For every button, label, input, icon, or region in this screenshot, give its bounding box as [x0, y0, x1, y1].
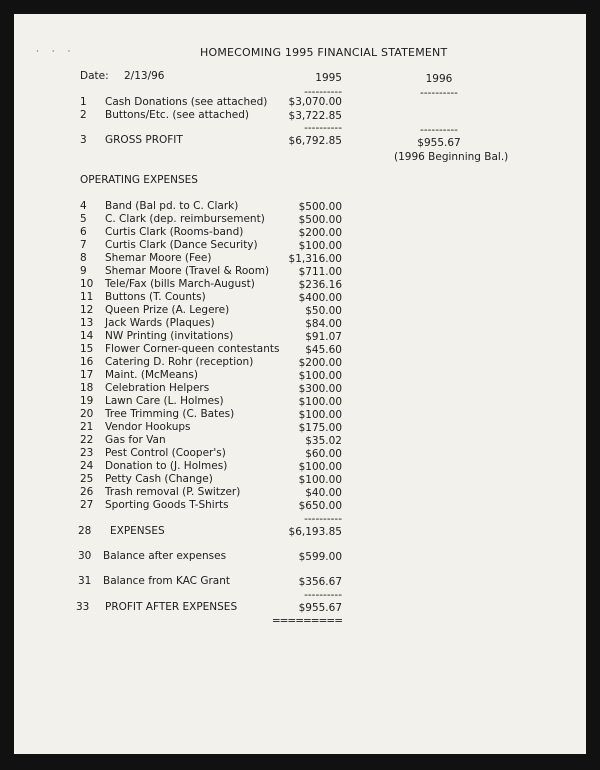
page-title: HOMECOMING 1995 FINANCIAL STATEMENT — [200, 46, 448, 59]
row-label: Tree Trimming (C. Bates) — [105, 408, 235, 420]
row-number: 33 — [76, 601, 90, 613]
row-number: 14 — [80, 330, 94, 342]
row-amount: $3,070.00 — [288, 96, 342, 108]
row-number: 5 — [80, 213, 87, 225]
double-rule: ========= — [271, 615, 342, 627]
row-label: Donation to (J. Holmes) — [105, 460, 228, 472]
row-amount: $40.00 — [305, 487, 342, 499]
row-amount: $35.02 — [305, 435, 342, 447]
rule-1995: ---------- — [304, 122, 342, 134]
expenses-total-label: EXPENSES — [110, 525, 165, 537]
rule-1996: ---------- — [420, 124, 458, 136]
kac-grant-amount: $356.67 — [298, 576, 342, 588]
statement-page — [14, 14, 586, 754]
beginning-balance-note: (1996 Beginning Bal.) — [394, 151, 509, 163]
row-number: 17 — [80, 369, 94, 381]
row-amount: $100.00 — [298, 240, 342, 252]
row-amount: $650.00 — [298, 500, 342, 512]
row-amount: $400.00 — [298, 292, 342, 304]
row-number: 1 — [80, 96, 87, 108]
row-label: Buttons/Etc. (see attached) — [105, 109, 249, 121]
row-label: Shemar Moore (Fee) — [105, 252, 212, 264]
date-value: 2/13/96 — [124, 70, 165, 82]
date-label: Date: — [80, 70, 109, 82]
row-number: 16 — [80, 356, 94, 368]
profit-after-expenses-amount: $955.67 — [298, 602, 342, 614]
row-amount: $60.00 — [305, 448, 342, 460]
row-number: 2 — [80, 109, 87, 121]
row-label: Maint. (McMeans) — [105, 369, 198, 381]
column-header-1995: 1995 — [315, 72, 342, 84]
row-number: 10 — [80, 278, 94, 290]
row-label: NW Printing (invitations) — [105, 330, 234, 342]
row-label: Celebration Helpers — [105, 382, 210, 394]
row-label: Shemar Moore (Travel & Room) — [105, 265, 270, 277]
row-label: Sporting Goods T-Shirts — [105, 499, 229, 511]
row-number: 18 — [80, 382, 94, 394]
row-label: Petty Cash (Change) — [105, 473, 213, 485]
rule-1995: ---------- — [304, 86, 342, 98]
profit-after-expenses-label: PROFIT AFTER EXPENSES — [105, 601, 238, 613]
row-amount: $91.07 — [305, 331, 342, 343]
row-label: Band (Bal pd. to C. Clark) — [105, 200, 239, 212]
row-number: 25 — [80, 473, 94, 485]
row-amount: $100.00 — [298, 461, 342, 473]
row-number: 7 — [80, 239, 87, 251]
row-number: 27 — [80, 499, 94, 511]
row-amount: $84.00 — [305, 318, 342, 330]
row-amount: $200.00 — [298, 357, 342, 369]
row-label: Jack Wards (Plaques) — [105, 317, 215, 329]
row-amount: $1,316.00 — [288, 253, 342, 265]
row-number: 22 — [80, 434, 94, 446]
row-amount: $500.00 — [298, 214, 342, 226]
row-number: 24 — [80, 460, 94, 472]
row-amount: $200.00 — [298, 227, 342, 239]
row-number: 8 — [80, 252, 87, 264]
column-header-1996: 1996 — [425, 73, 453, 85]
scan-specks: · · · — [36, 47, 76, 57]
row-number: 4 — [80, 200, 87, 212]
row-amount: $100.00 — [298, 409, 342, 421]
row-number: 12 — [80, 304, 94, 316]
row-label: Cash Donations (see attached) — [105, 96, 268, 108]
row-amount: $100.00 — [298, 474, 342, 486]
row-amount: $3,722.85 — [288, 110, 342, 122]
row-label: Buttons (T. Counts) — [105, 291, 206, 303]
row-amount: $236.16 — [298, 279, 342, 291]
row-amount: $50.00 — [305, 305, 342, 317]
gross-profit-amount: $6,792.85 — [288, 135, 342, 147]
row-number: 26 — [80, 486, 94, 498]
row-number: 6 — [80, 226, 87, 238]
row-amount: $100.00 — [298, 396, 342, 408]
balance-after-expenses-label: Balance after expenses — [103, 550, 227, 562]
row-number: 20 — [80, 408, 94, 420]
row-number: 30 — [78, 550, 92, 562]
operating-expenses-heading: OPERATING EXPENSES — [80, 174, 198, 186]
row-label: Lawn Care (L. Holmes) — [105, 395, 224, 407]
row-label: Tele/Fax (bills March-August) — [105, 278, 255, 290]
row-amount: $100.00 — [298, 370, 342, 382]
beginning-balance-1996: $955.67 — [417, 137, 461, 149]
row-number: 3 — [80, 134, 87, 146]
row-label: Flower Corner-queen contestants — [105, 343, 280, 355]
row-label: Queen Prize (A. Legere) — [105, 304, 230, 316]
row-label: Curtis Clark (Rooms-band) — [105, 226, 244, 238]
row-number: 23 — [80, 447, 94, 459]
row-label: Curtis Clark (Dance Security) — [105, 239, 258, 251]
row-number: 19 — [80, 395, 94, 407]
row-label: Trash removal (P. Switzer) — [105, 486, 241, 498]
row-label: Gas for Van — [105, 434, 166, 446]
rule-1995: ---------- — [304, 513, 342, 525]
row-label: Vendor Hookups — [105, 421, 191, 433]
balance-after-expenses-amount: $599.00 — [298, 551, 342, 563]
row-number: 15 — [80, 343, 94, 355]
row-number: 13 — [80, 317, 94, 329]
row-amount: $175.00 — [298, 422, 342, 434]
gross-profit-label: GROSS PROFIT — [105, 134, 183, 146]
row-number: 9 — [80, 265, 87, 277]
kac-grant-label: Balance from KAC Grant — [103, 575, 231, 587]
row-label: C. Clark (dep. reimbursement) — [105, 213, 265, 225]
row-amount: $500.00 — [298, 201, 342, 213]
rule-1995: ---------- — [304, 589, 342, 601]
row-label: Catering D. Rohr (reception) — [105, 356, 254, 368]
row-number: 11 — [80, 291, 94, 303]
rule-1996: ---------- — [420, 87, 458, 99]
row-number: 31 — [78, 575, 92, 587]
row-number: 28 — [78, 525, 92, 537]
row-number: 21 — [80, 421, 94, 433]
row-amount: $45.60 — [305, 344, 342, 356]
row-amount: $711.00 — [298, 266, 342, 278]
row-label: Pest Control (Cooper's) — [105, 447, 226, 459]
row-amount: $300.00 — [298, 383, 342, 395]
expenses-total-amount: $6,193.85 — [288, 526, 342, 538]
